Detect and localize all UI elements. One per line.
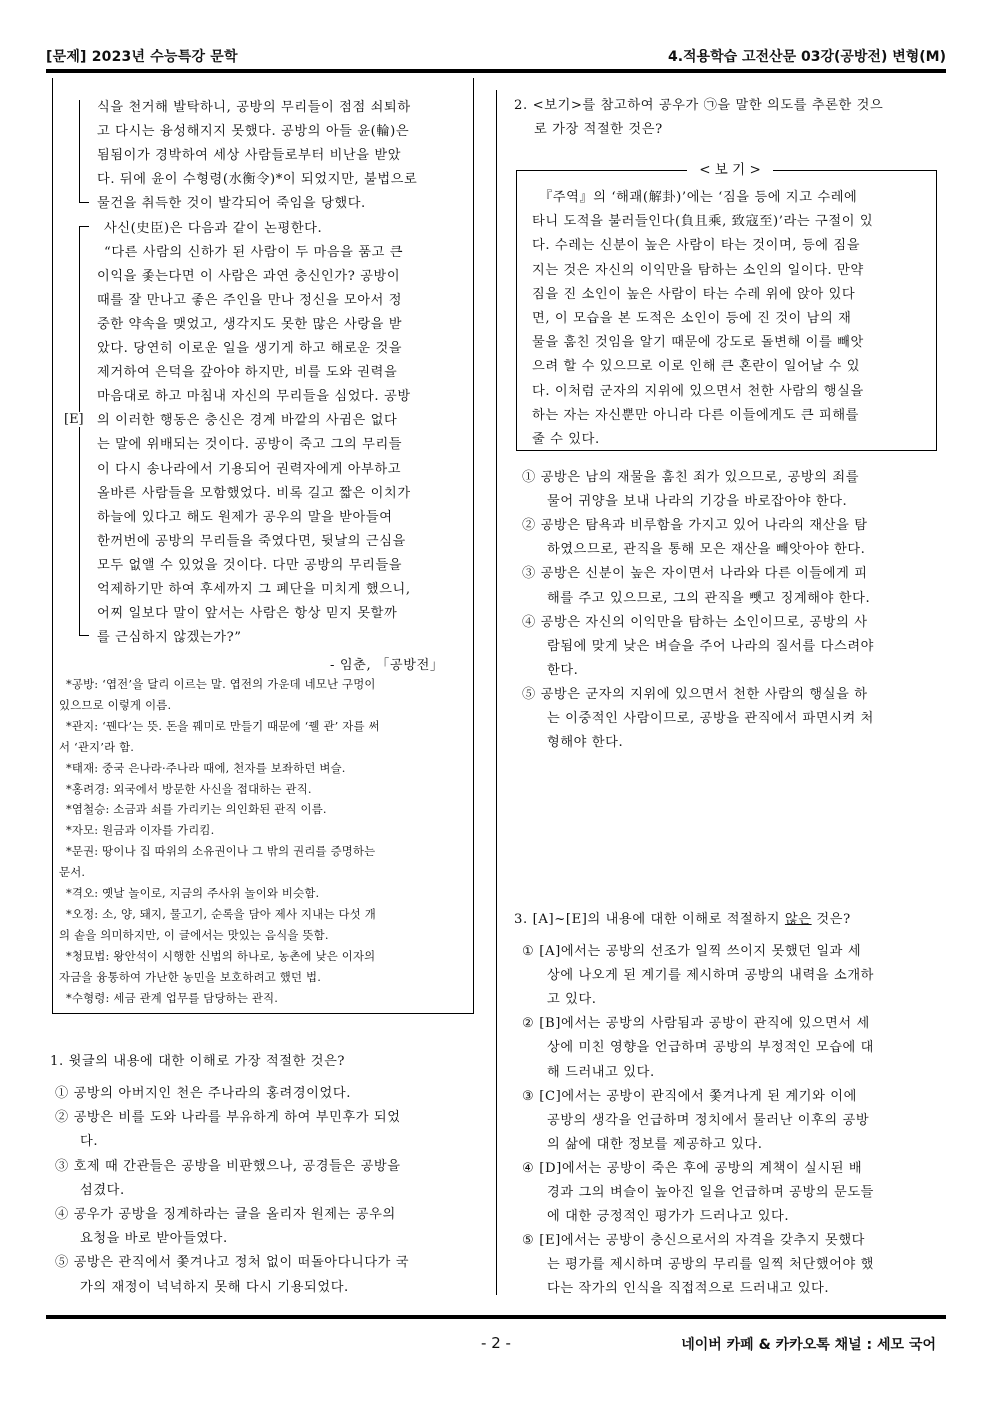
q3-option-line: 상에 나오게 된 계기를 제시하며 공방의 내력을 소개하 <box>547 968 875 984</box>
passage-line: 의 이러한 행동은 충신은 경계 바깥의 사귐은 없다 <box>97 413 398 429</box>
q3-option-line: 공방의 생각을 언급하며 정치에서 물러난 이후의 공방 <box>547 1112 870 1128</box>
q1-option-line: 요청을 바로 받아들였다. <box>80 1231 228 1247</box>
q3-option-line: 는 평가를 제시하며 공방의 무리를 일찍 처단했어야 했 <box>547 1257 875 1273</box>
footnote-line: *태재: 중국 은나라·주나라 때에, 천자를 보좌하던 벼슬. <box>66 760 346 775</box>
passage-line: 중한 약속을 맺었고, 생각지도 못한 많은 사랑을 받 <box>97 316 403 332</box>
passage-line: 때를 잘 만나고 좋은 주인을 만나 정신을 모아서 정 <box>97 292 403 308</box>
passage-line: 마음대로 하고 마침내 자신의 무리들을 심었다. 공방 <box>97 389 411 405</box>
footnote-line: *자모: 원금과 이자를 가리킴. <box>66 823 215 838</box>
passage-line: 올바른 사람들을 모함했었다. 비록 길고 짧은 이치가 <box>97 485 411 501</box>
passage-line: 는 말에 위배되는 것이다. 공방이 죽고 그의 무리들 <box>97 437 403 453</box>
q1-option-line: 다. <box>80 1134 99 1150</box>
q3-option-line: ② [B]에서는 공방의 사람됨과 공방이 관직에 있으면서 세 <box>522 1016 870 1032</box>
bracket-d <box>79 100 80 203</box>
passage-line: 를 근심하지 않겠는가?” <box>97 630 242 646</box>
q1-option-line: 가의 재정이 넉넉하지 못해 다시 기용되었다. <box>80 1279 349 1295</box>
q2-option-line: ③ 공방은 신분이 높은 자이면서 나라와 다른 이들에게 피 <box>522 566 868 582</box>
q1-option-line: ④ 공우가 공방을 징계하라는 글을 올리자 원제는 공우의 <box>55 1207 396 1222</box>
column-divider <box>496 90 497 1295</box>
q2-option-line: 하였으므로, 관직을 통해 모은 재산을 빼앗아야 한다. <box>547 542 866 558</box>
q3-stem <box>514 908 851 927</box>
footnote-line: *수형령: 세금 관계 업무를 담당하는 관직. <box>66 990 279 1005</box>
footnote-line: 있으므로 이렇게 이름. <box>59 697 172 712</box>
bogi-title: < 보 기 > <box>687 158 773 178</box>
q2-option-line: 해를 주고 있으므로, 그의 관직을 뺏고 징계해야 한다. <box>547 590 871 606</box>
page-number: - 2 - <box>481 1334 511 1352</box>
q2-option-line: 람됨에 맞게 낮은 벼슬을 주어 나라의 질서를 다스려야 <box>547 638 875 654</box>
bogi-line: 다. 이처럼 군자의 지위에 있으면서 천한 사람의 행실을 <box>532 383 864 399</box>
q2-option-line: ① 공방은 남의 재물을 훔친 죄가 있으므로, 공방의 죄를 <box>522 470 860 485</box>
passage-line: “다른 사람의 신하가 된 사람이 두 마음을 품고 큰 <box>104 244 404 260</box>
header-subtitle: 4.적용학습 고전산문 03강(공방전) 변형(M) <box>667 49 946 65</box>
footer-credit: 네이버 카페 & 카카오톡 채널 : 세모 국어 <box>681 1337 936 1353</box>
passage-line: 모두 없앨 수 있었을 것이다. 다만 공방의 무리들을 <box>97 557 403 573</box>
q3-option-line: 상에 미친 영향을 언급하며 공방의 부정적인 모습에 대 <box>547 1040 875 1056</box>
bogi-line: 줄 수 있다. <box>532 432 600 447</box>
q3-option-line: ⑤ [E]에서는 공방이 충신으로서의 자격을 갖추지 못했다 <box>522 1233 866 1249</box>
q3-option-line: 에 대한 긍정적인 평가가 드러나고 있다. <box>547 1209 790 1225</box>
q2-stem-line: 2. <보기>를 참고하여 공우가 ㉠을 말한 의도를 추론한 것으 <box>514 98 884 113</box>
passage-line: 제거하여 은덕을 갚아야 하지만, 비를 도와 권력을 <box>97 365 398 381</box>
bogi-line: 으려 할 수 있으므로 이로 인해 큰 혼란이 일어날 수 있 <box>532 359 861 375</box>
passage-line: 식을 천거해 발탁하니, 공방의 무리들이 점점 쇠퇴하 <box>97 100 411 115</box>
q3-stem-underline: 않은 <box>784 912 812 927</box>
bogi-line: 타니 도적을 불러들인다(負且乘, 致寇至)’라는 구절이 있 <box>532 214 874 230</box>
q1-option-line: ③ 호제 때 간관들은 공방을 비판했으나, 공경들은 공방을 <box>55 1158 401 1174</box>
passage-line: 사신(史臣)은 다음과 같이 논평한다. <box>104 220 323 236</box>
q2-option-line: ⑤ 공방은 군자의 지위에 있으면서 천한 사람의 행실을 하 <box>522 686 868 702</box>
q1-option-line: ② 공방은 비를 도와 나라를 부유하게 하여 부민후가 되었 <box>55 1110 401 1126</box>
q2-stem-line: 로 가장 적절한 것은? <box>534 122 663 137</box>
passage-line: 다. 뒤에 윤이 수형령(水衡令)*이 되었지만, 불법으로 <box>97 172 418 188</box>
footnote-line: 자금을 융통하여 가난한 농민을 보호하려고 했던 법. <box>59 969 322 984</box>
footnote-line: *관지: ‘꿴다’는 뜻. 돈을 꿰미로 만들기 때문에 ‘꿸 관’ 자를 써 <box>66 718 380 733</box>
bogi-line: 『주역』의 ‘해괘(解卦)’에는 ‘짐을 등에 지고 수레에 <box>539 190 858 205</box>
bracket-label-e: [E] <box>64 412 84 427</box>
passage-line: 어찌 일보다 말이 앞서는 사람은 항상 믿지 못할까 <box>97 606 398 622</box>
q3-option-line: 고 있다. <box>547 992 597 1008</box>
bogi-line: 짐을 진 소인이 높은 사람이 타는 수레 위에 앉아 있다 <box>532 286 856 302</box>
q2-option-line: 형해야 한다. <box>547 735 624 751</box>
bogi-line: 물을 훔친 것임을 알기 때문에 강도로 돌변해 이를 빼앗 <box>532 335 864 351</box>
bracket-e <box>79 226 80 636</box>
footnote-line: *문권: 땅이나 집 따위의 소유권이나 그 밖의 권리를 증명하는 <box>66 844 376 859</box>
passage-line: 억제하기만 하여 후세까지 그 폐단을 미치게 했으니, <box>97 582 411 597</box>
passage-source: - 임춘, 「공방전」 <box>330 658 444 673</box>
q3-option-line: ① [A]에서는 공방의 선조가 일찍 쓰이지 못했던 일과 세 <box>522 944 862 959</box>
passage-line: 았다. 당연히 이로운 일을 생기게 하고 해로운 것을 <box>97 341 403 356</box>
q1-stem: 1. 윗글의 내용에 대한 이해로 가장 적절한 것은? <box>50 1054 346 1069</box>
passage-line: 물건을 취득한 것이 발각되어 죽임을 당했다. <box>97 196 366 212</box>
q3-option-line: ③ [C]에서는 공방이 관직에서 쫓겨나게 된 계기와 이에 <box>522 1088 857 1104</box>
passage-line: 이익을 좇는다면 이 사람은 과연 충신인가? 공방이 <box>97 268 401 284</box>
q3-stem-after: 것은? <box>811 912 851 927</box>
bogi-line: 하는 자는 자신뿐만 아니라 다른 이들에게도 큰 피해를 <box>532 407 860 423</box>
footnote-line: *청묘법: 왕안석이 시행한 신법의 하나로, 농촌에 낮은 이자의 <box>66 948 376 963</box>
footer-rule <box>46 1315 946 1319</box>
passage-line: 이 다시 송나라에서 기용되어 권력자에게 아부하고 <box>97 461 402 477</box>
q2-option-line: ④ 공방은 자신의 이익만을 탐하는 소인이므로, 공방의 사 <box>522 614 868 630</box>
footnote-line: *공방: ‘엽전’을 달리 이르는 말. 엽전의 가운데 네모난 구멍이 <box>66 677 376 691</box>
bogi-line: 지는 것은 자신의 이익만을 탐하는 소인의 일이다. 만약 <box>532 262 864 278</box>
q1-option-line: ① 공방의 아버지인 천은 주나라의 홍려경이었다. <box>55 1086 351 1101</box>
footnote-line: 의 솥을 의미하지만, 이 글에서는 맛있는 음식을 뜻함. <box>59 927 329 942</box>
bogi-line: 면, 이 모습을 본 도적은 소인이 등에 진 것이 남의 재 <box>532 311 852 326</box>
q3-option-line: 의 삶에 대한 정보를 제공하고 있다. <box>547 1136 763 1152</box>
footnote-line: 문서. <box>59 865 86 880</box>
passage-line: 하늘에 있다고 해도 원제가 공우의 말을 받아들여 <box>97 509 393 525</box>
q2-option-line: 한다. <box>547 662 579 678</box>
q3-option-line: 경과 그의 벼슬이 높아진 일을 언급하며 공방의 문도들 <box>547 1185 875 1200</box>
passage-line: 고 다시는 융성해지지 못했다. 공방의 아들 윤(輪)은 <box>97 124 410 140</box>
bogi-line: 다. 수레는 신분이 높은 사람이 타는 것이며, 등에 짐을 <box>532 238 861 254</box>
q3-option-line: ④ [D]에서는 공방이 죽은 후에 공방의 계책이 실시된 배 <box>522 1160 863 1176</box>
footnote-line: 서 ‘관지’라 함. <box>59 739 135 754</box>
q3-option-line: 다는 작가의 인식을 직접적으로 드러내고 있다. <box>547 1281 830 1297</box>
header-title: [문제] 2023년 수능특강 문학 <box>46 49 238 65</box>
q3-option-line: 해 드러내고 있다. <box>547 1064 655 1080</box>
q1-option-line: ⑤ 공방은 관직에서 쫓겨나고 정처 없이 떠돌아다니다가 국 <box>55 1255 410 1271</box>
page-header <box>46 42 946 72</box>
q3-stem-before: 3. [A]~[E]의 내용에 대한 이해로 적절하지 <box>514 912 785 927</box>
q2-option-line: 는 이중적인 사람이므로, 공방을 관직에서 파면시켜 처 <box>547 711 875 726</box>
footnote-line: *오정: 소, 양, 돼지, 물고기, 순록을 담아 제사 지내는 다섯 개 <box>66 906 376 921</box>
footnote-line: *홍려경: 외국에서 방문한 사신을 접대하는 관직. <box>66 781 312 796</box>
footnote-line: *염철승: 소금과 쇠를 가리키는 의인화된 관직 이름. <box>66 802 327 817</box>
passage-line: 됨됨이가 경박하여 세상 사람들로부터 비난을 받았 <box>97 148 402 164</box>
q1-option-line: 섬겼다. <box>80 1182 125 1198</box>
header-rule <box>46 69 946 73</box>
passage-line: 한꺼번에 공방의 무리들을 죽였다면, 뒷날의 근심을 <box>97 533 406 549</box>
footnote-line: *격오: 옛날 놀이로, 지금의 주사위 놀이와 비슷함. <box>66 886 320 900</box>
q2-option-line: 물어 귀양을 보내 나라의 기강을 바로잡아야 한다. <box>547 494 848 510</box>
q2-option-line: ② 공방은 탐욕과 비루함을 가지고 있어 나라의 재산을 탐 <box>522 518 868 534</box>
